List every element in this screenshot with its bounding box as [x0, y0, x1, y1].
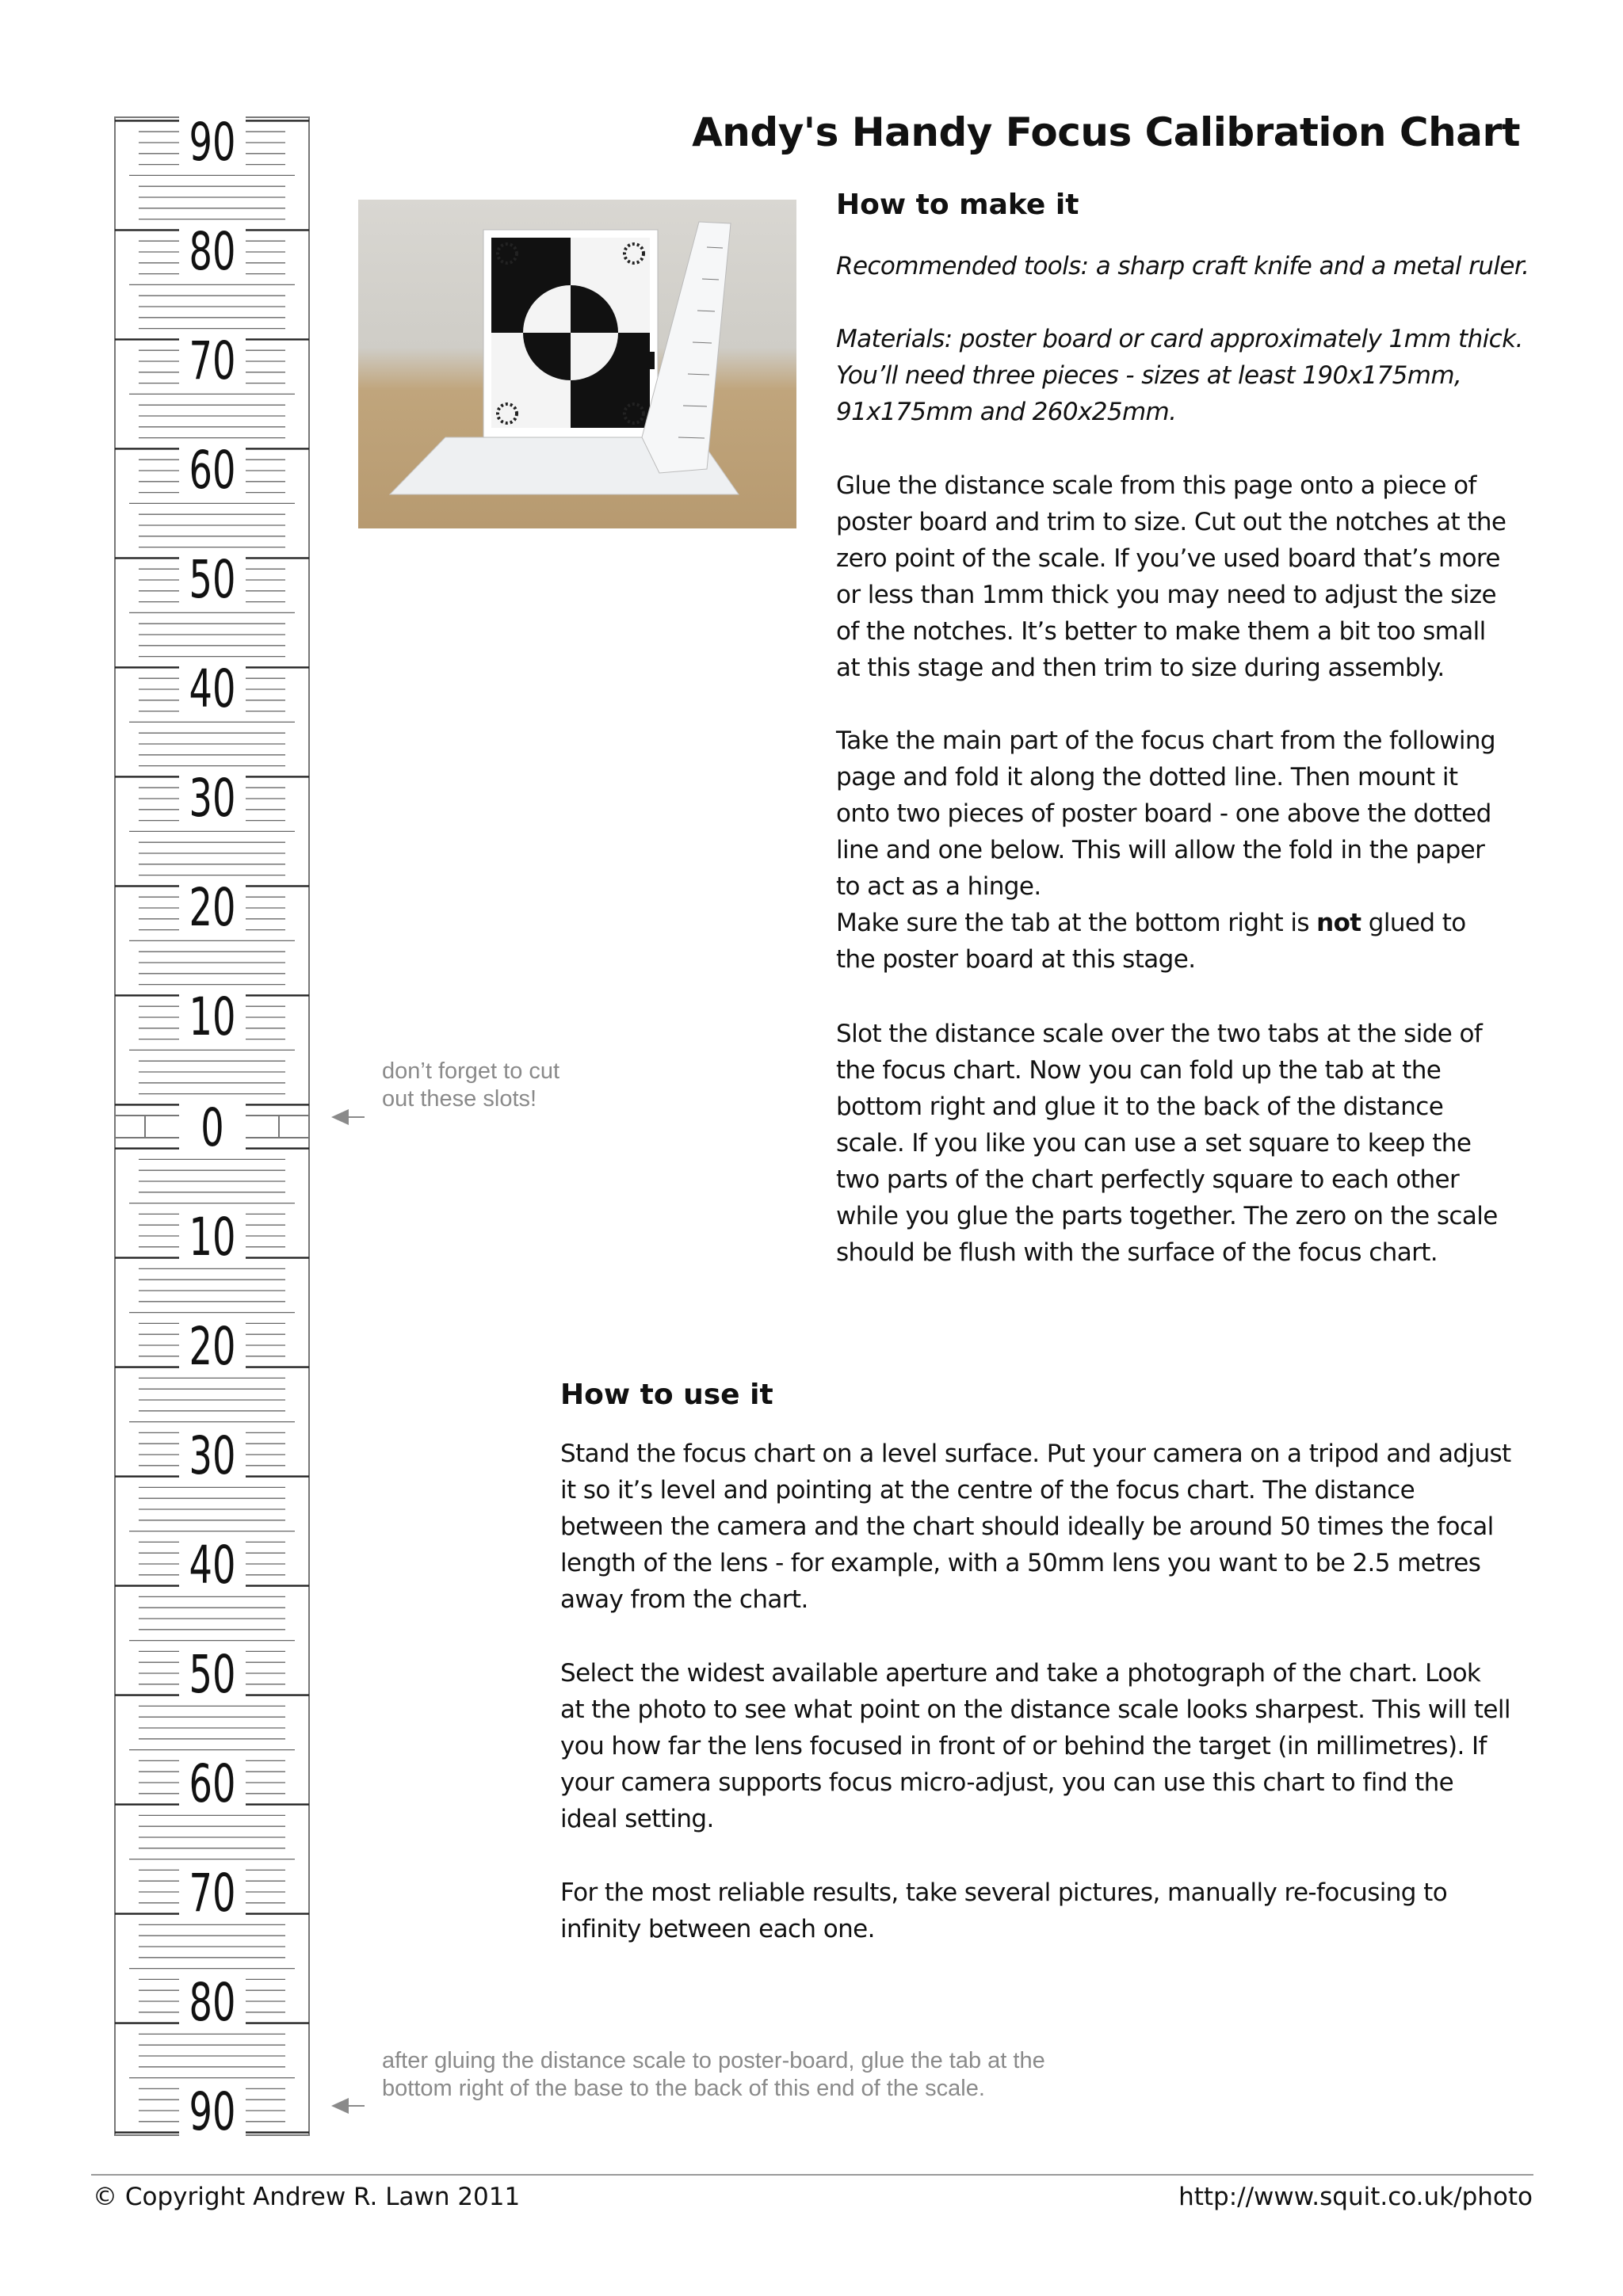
assembled-chart-photo — [358, 200, 796, 528]
use-paragraph-3: For the most reliable results, take several pictures, manually re-focusing to infinity between each one. — [560, 1878, 1448, 1943]
page-title: Andy's Handy Focus Calibration Chart — [692, 109, 1520, 155]
copyright-text: © Copyright Andrew R. Lawn 2011 — [93, 2183, 521, 2211]
use-paragraph-1: Stand the focus chart on a level surface. Put your camera on a tripod and adjust it so it’s level and pointing at the centre of the focus chart. The distance between the camera and the chart should ideally be around 50 times the focal length of the lens - for example, with a 50mm lens you want to be 2.5 metres away from the chart. — [560, 1440, 1511, 1614]
ruler-label: 40 — [189, 1534, 236, 1596]
tools-paragraph: Recommended tools: a sharp craft knife and a metal ruler. — [836, 252, 1529, 280]
make-paragraph-4: Slot the distance scale over the two tabs at the side of the focus chart. Now you can fold up the tab at the bottom right and glue it to the back of the distance scale. If you like you can use a set square to keep the two parts of the chart perfectly square to each other while you glue the parts together. The zero on the scale should be flush with the surface of the focus chart. — [836, 1020, 1498, 1267]
ruler-label: 80 — [189, 1971, 236, 2033]
make-paragraph-2: Take the main part of the focus chart from the following page and fold it along the dotted line. Then mount it onto two pieces of poster board - one above the dotted line and one below. This will allow the fold in the paper to act as a hinge. — [836, 727, 1496, 901]
ruler-label: 70 — [189, 1862, 236, 1924]
ruler-label: 30 — [189, 767, 236, 829]
ruler-label: 20 — [189, 876, 236, 938]
make-paragraph-3 — [836, 905, 1466, 978]
ruler-label: 40 — [189, 658, 236, 719]
ruler-label: 20 — [189, 1315, 236, 1377]
how-to-use-heading: How to use it — [560, 1379, 773, 1411]
checker-pattern — [491, 238, 655, 428]
ruler-slot-right — [279, 1116, 309, 1138]
ruler-label: 60 — [189, 439, 236, 501]
ruler-label: 30 — [189, 1425, 236, 1486]
ruler-label: 10 — [189, 986, 236, 1047]
footer-divider — [91, 2174, 1533, 2176]
distance-scale-ruler — [0, 0, 365, 2179]
glue-note-arrow-head — [331, 2098, 349, 2114]
how-to-make-heading: How to make it — [836, 189, 1079, 221]
ruler-label: 70 — [189, 330, 236, 391]
make-paragraph-3-start: Make sure the tab at the bottom right is — [836, 909, 1317, 937]
glue-note: after gluing the distance scale to poster-board, glue the tab at the bottom right of the base to the back of this end of the scale. — [382, 2048, 1045, 2101]
ruler-label: 50 — [189, 548, 236, 610]
slots-note: don’t forget to cut out these slots! — [382, 1058, 560, 1112]
ruler-slot-left — [115, 1116, 145, 1138]
make-paragraph-3-emphasis: not — [1316, 909, 1361, 937]
make-paragraph-3-end: glued to the poster board at this stage. — [836, 909, 1466, 974]
ruler-label: 80 — [189, 220, 236, 282]
make-paragraph-1: Glue the distance scale from this page onto a piece of poster board and trim to size. Cut out the notches at the zero point of the scale. If you’ve used board that’s more or less than 1mm thick you may need to adjust the size of the notches. It’s better to make them a bit too small at this stage and then trim to size during assembly. — [836, 471, 1507, 682]
ruler-label: 90 — [189, 111, 236, 173]
focus-chart-model-illustration — [358, 200, 796, 528]
ruler-zero-label: 0 — [200, 1097, 224, 1158]
ruler-label: 10 — [189, 1206, 236, 1268]
use-paragraph-2: Select the widest available aperture and take a photograph of the chart. Look at the photo to see what point on the distance scale looks sharpest. This will tell you how far the lens focused in front of or behind the target (in millimetres). If your camera supports focus micro-adjust, you can use this chart to find the ideal setting. — [560, 1659, 1510, 1833]
ruler-label: 60 — [189, 1753, 236, 1814]
materials-paragraph: Materials: poster board or card approximately 1mm thick. You’ll need three pieces - sizes at least 190x175mm, 91x175mm and 260x25mm. — [836, 325, 1523, 426]
ruler-label: 90 — [189, 2081, 236, 2142]
website-url: http://www.squit.co.uk/photo — [1178, 2183, 1533, 2211]
slots-note-arrow-head — [331, 1109, 349, 1125]
ruler-label: 50 — [189, 1643, 236, 1705]
